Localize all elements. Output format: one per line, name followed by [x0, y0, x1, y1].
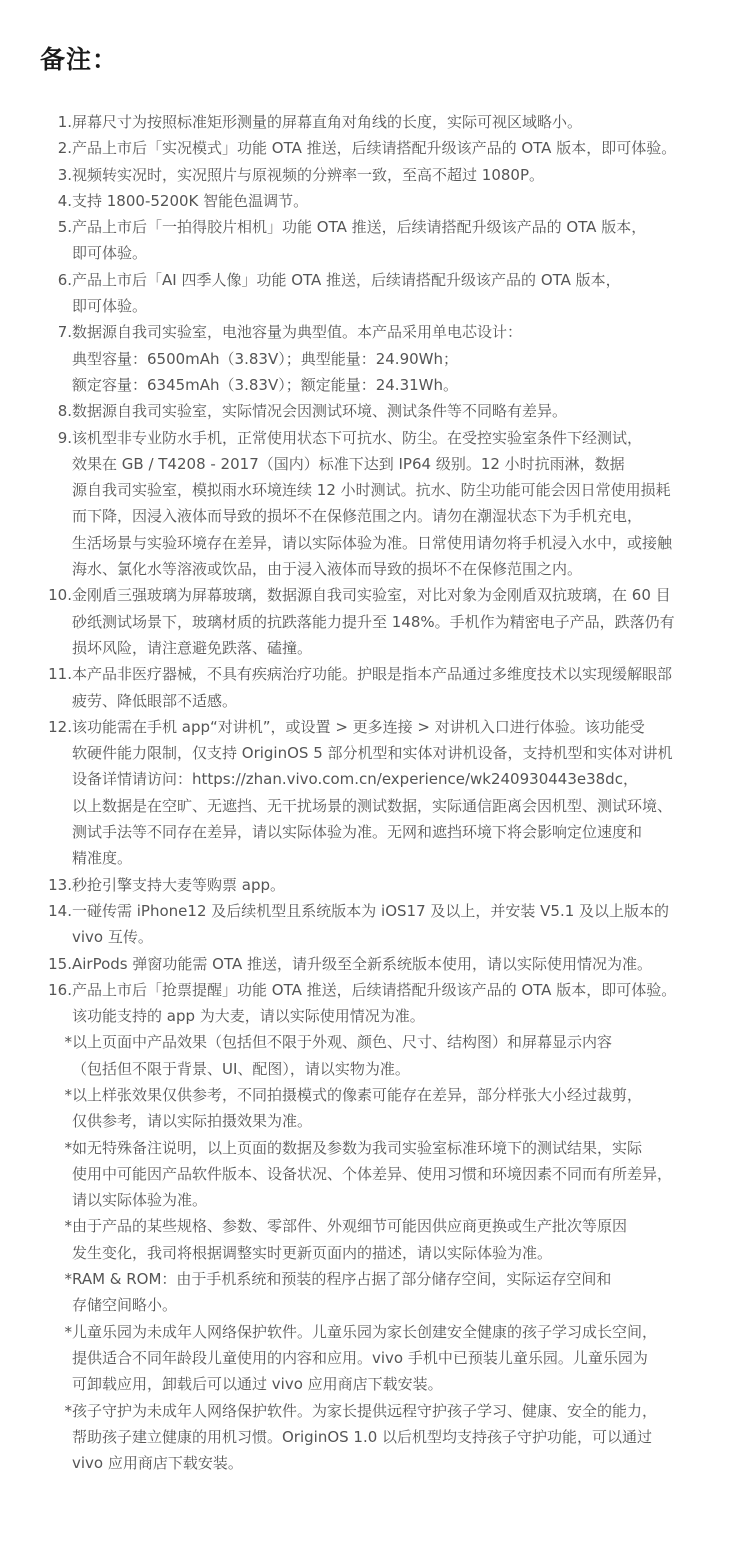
numbered-note: [38, 109, 720, 135]
numbered-note: [38, 977, 720, 1030]
note-marker: 15.: [48, 954, 72, 973]
note-text: [72, 398, 720, 424]
note-marker: 14.: [48, 901, 72, 920]
note-text: [72, 109, 720, 135]
note-marker: *: [64, 1085, 72, 1104]
note-marker: 4.: [57, 191, 72, 210]
note-text: [72, 1082, 720, 1135]
note-line: 该功能支持的 app 为大麦，请以实际使用情况为准。: [72, 1007, 425, 1026]
note-line: 效果在 GB / T4208 - 2017（国内）标准下达到 IP64 级别。12 小时抗雨淋，数据: [72, 454, 625, 473]
note-marker: 3.: [57, 165, 72, 184]
note-line: 即可体验。: [72, 297, 148, 316]
note-line: 使用中可能因产品软件版本、设备状况、个体差异、使用习惯和环境因素不同而有所差异，: [72, 1164, 673, 1183]
note-text: [72, 1398, 720, 1477]
note-line: 该机型非专业防水手机，正常使用状态下可抗水、防尘。在受控实验室条件下经测试，: [72, 428, 643, 447]
notes-list: [38, 109, 720, 1476]
note-line: 数据源自我司实验室，电池容量为典型值。本产品采用单电芯设计：: [72, 323, 523, 342]
note-marker: 2.: [57, 139, 72, 158]
asterisk-note: [38, 1029, 720, 1082]
note-line: AirPods 弹窗功能需 OTA 推送，请升级至全新系统版本使用，请以实际使用情况为准。: [72, 954, 652, 973]
note-line: 秒抢引擎支持大麦等购票 app。: [72, 875, 286, 894]
note-line: 一碰传需 iPhone12 及后续机型且系统版本为 iOS17 及以上，并安装 V5.1 及以上版本的: [72, 901, 670, 920]
note-marker: 11.: [48, 665, 72, 684]
note-text: [72, 162, 720, 188]
note-line: 孩子守护为未成年人网络保护软件。为家长提供远程守护孩子学习、健康、安全的能力，: [72, 1401, 658, 1420]
note-text: [72, 1319, 720, 1398]
note-line: 以上数据是在空旷、无遮挡、无干扰场景的测试数据，实际通信距离会因机型、测试环境、: [72, 796, 673, 815]
asterisk-note: [38, 1135, 720, 1214]
numbered-note: [38, 398, 720, 424]
note-text: [72, 319, 720, 398]
note-line: 即可体验。: [72, 244, 148, 263]
note-line: vivo 应用商店下载安装。: [72, 1454, 243, 1473]
note-line: 产品上市后「AI 四季人像」功能 OTA 推送，后续请搭配升级该产品的 OTA 版本，: [72, 270, 621, 289]
note-line: 支持 1800-5200K 智能色温调节。: [72, 191, 309, 210]
note-text: [72, 1266, 720, 1319]
note-line: 以上页面中产品效果（包括但不限于外观、颜色、尺寸、结构图）和屏幕显示内容: [72, 1033, 613, 1052]
note-line: 而下降，因浸入液体而导致的损坏不在保修范围之内。请勿在潮湿状态下为手机充电，: [72, 507, 643, 526]
note-line: 源自我司实验室，模拟雨水环境连续 12 小时测试。抗水、防尘功能可能会因日常使用损耗: [72, 481, 671, 500]
note-line: 儿童乐园为未成年人网络保护软件。儿童乐园为家长创建安全健康的孩子学习成长空间，: [72, 1322, 658, 1341]
note-text: [72, 425, 720, 583]
note-text: [72, 1029, 720, 1082]
note-marker: 1.: [57, 113, 72, 131]
note-marker: 7.: [57, 323, 72, 342]
note-marker: 5.: [57, 218, 72, 237]
numbered-note: [38, 582, 720, 661]
numbered-note: [38, 319, 720, 398]
note-line: 疲劳、降低眼部不适感。: [72, 691, 238, 710]
note-marker: *: [64, 1270, 72, 1289]
asterisk-note: [38, 1319, 720, 1398]
note-line: 视频转实况时，实况照片与原视频的分辨率一致，至高不超过 1080P。: [72, 165, 544, 184]
asterisk-note: [38, 1213, 720, 1266]
asterisk-note: [38, 1398, 720, 1477]
note-line: 产品上市后「实况模式」功能 OTA 推送，后续请搭配升级该产品的 OTA 版本，即可体验。: [72, 139, 677, 158]
note-line: 如无特殊备注说明，以上页面的数据及参数为我司实验室标准环境下的测试结果，实际: [72, 1138, 643, 1157]
numbered-note: [38, 872, 720, 898]
note-line: 仅供参考，请以实际拍摄效果为准。: [72, 1112, 313, 1131]
note-line: 该功能需在手机 app“对讲机”，或设置 > 更多连接 > 对讲机入口进行体验。该功能受: [72, 717, 645, 736]
note-line: RAM & ROM：由于手机系统和预装的程序占据了部分储存空间，实际运存空间和: [72, 1270, 612, 1289]
note-text: [72, 214, 720, 267]
note-line: 海水、氯化水等溶液或饮品，由于浸入液体而导致的损坏不在保修范围之内。: [72, 560, 583, 579]
note-marker: 12.: [48, 717, 72, 736]
note-marker: *: [64, 1401, 72, 1420]
note-line: 额定容量：6345mAh（3.83V）；额定能量：24.31Wh。: [72, 375, 458, 394]
note-marker: 6.: [57, 270, 72, 289]
numbered-note: [38, 898, 720, 951]
note-marker: 9.: [57, 428, 72, 447]
asterisk-note: [38, 1266, 720, 1319]
note-line: 产品上市后「一拍得胶片相机」功能 OTA 推送，后续请搭配升级该产品的 OTA 版本，: [72, 218, 647, 237]
note-line: 发生变化，我司将根据调整实时更新页面内的描述，请以实际体验为准。: [72, 1243, 553, 1262]
note-text: [72, 1135, 720, 1214]
note-line: 提供适合不同年龄段儿童使用的内容和应用。vivo 手机中已预装儿童乐园。儿童乐园为: [72, 1348, 648, 1367]
note-marker: 13.: [48, 875, 72, 894]
note-line: 损坏风险，请注意避免跌落、磕撞。: [72, 638, 313, 657]
asterisk-note: [38, 1082, 720, 1135]
note-line: （包括但不限于背景、UI、配图），请以实物为准。: [72, 1059, 410, 1078]
note-marker: *: [64, 1033, 72, 1052]
note-line: 砂纸测试场景下，玻璃材质的抗跌落能力提升至 148%。手机作为精密电子产品，跌落仍有: [72, 612, 675, 631]
numbered-note: [38, 135, 720, 161]
note-line: 可卸载应用，卸载后可以通过 vivo 应用商店下载安装。: [72, 1375, 443, 1394]
note-text: [72, 267, 720, 320]
note-text: [72, 1213, 720, 1266]
note-line: 帮助孩子建立健康的用机习惯。OriginOS 1.0 以后机型均支持孩子守护功能，可以通过: [72, 1427, 653, 1446]
note-text: [72, 714, 720, 872]
note-marker: 10.: [48, 586, 72, 605]
note-line: 生活场景与实验环境存在差异，请以实际体验为准。日常使用请勿将手机浸入水中，或接触: [72, 533, 673, 552]
numbered-note: [38, 162, 720, 188]
numbered-note: [38, 267, 720, 320]
note-marker: *: [64, 1217, 72, 1236]
note-text: [72, 661, 720, 714]
numbered-note: [38, 425, 720, 583]
numbered-note: [38, 661, 720, 714]
page-title: 备注：: [40, 45, 119, 74]
numbered-note: [38, 714, 720, 872]
note-line: 精准度。: [72, 849, 133, 868]
note-line: 产品上市后「抢票提醒」功能 OTA 推送，后续请搭配升级该产品的 OTA 版本，即可体验。: [72, 980, 677, 999]
note-line: 数据源自我司实验室，实际情况会因测试环境、测试条件等不同略有差异。: [72, 402, 568, 421]
note-line: 屏幕尺寸为按照标准矩形测量的屏幕直角对角线的长度，实际可视区域略小。: [72, 113, 583, 131]
note-marker: *: [64, 1322, 72, 1341]
note-text: [72, 898, 720, 951]
note-line: 本产品非医疗器械，不具有疾病治疗功能。护眼是指本产品通过多维度技术以实现缓解眼部: [72, 665, 673, 684]
note-text: [72, 872, 720, 898]
note-line: 测试手法等不同存在差异，请以实际体验为准。无网和遮挡环境下将会影响定位速度和: [72, 823, 643, 842]
note-marker: 8.: [57, 402, 72, 421]
note-text: [72, 977, 720, 1030]
note-line: 以上样张效果仅供参考，不同拍摄模式的像素可能存在差异，部分样张大小经过裁剪，: [72, 1085, 643, 1104]
note-text: [72, 135, 720, 161]
note-line: 典型容量：6500mAh（3.83V）；典型能量：24.90Wh；: [72, 349, 458, 368]
note-line: 金刚盾三强玻璃为屏幕玻璃，数据源自我司实验室，对比对象为金刚盾双抗玻璃，在 60 目: [72, 586, 671, 605]
note-line: vivo 互传。: [72, 928, 153, 947]
note-line: 存储空间略小。: [72, 1296, 178, 1315]
note-line: 设备详情请访问：https://zhan.vivo.com.cn/experience/wk240930443e38dc，: [72, 770, 638, 789]
note-line: 请以实际体验为准。: [72, 1191, 208, 1210]
numbered-note: [38, 214, 720, 267]
note-line: 软硬件能力限制，仅支持 OriginOS 5 部分机型和实体对讲机设备，支持机型和实体对讲机: [72, 744, 673, 763]
numbered-note: [38, 951, 720, 977]
note-line: 由于产品的某些规格、参数、零部件、外观细节可能因供应商更换或生产批次等原因: [72, 1217, 628, 1236]
note-marker: 16.: [48, 980, 72, 999]
note-text: [72, 188, 720, 214]
note-text: [72, 582, 720, 661]
note-marker: *: [64, 1138, 72, 1157]
note-text: [72, 951, 720, 977]
numbered-note: [38, 188, 720, 214]
